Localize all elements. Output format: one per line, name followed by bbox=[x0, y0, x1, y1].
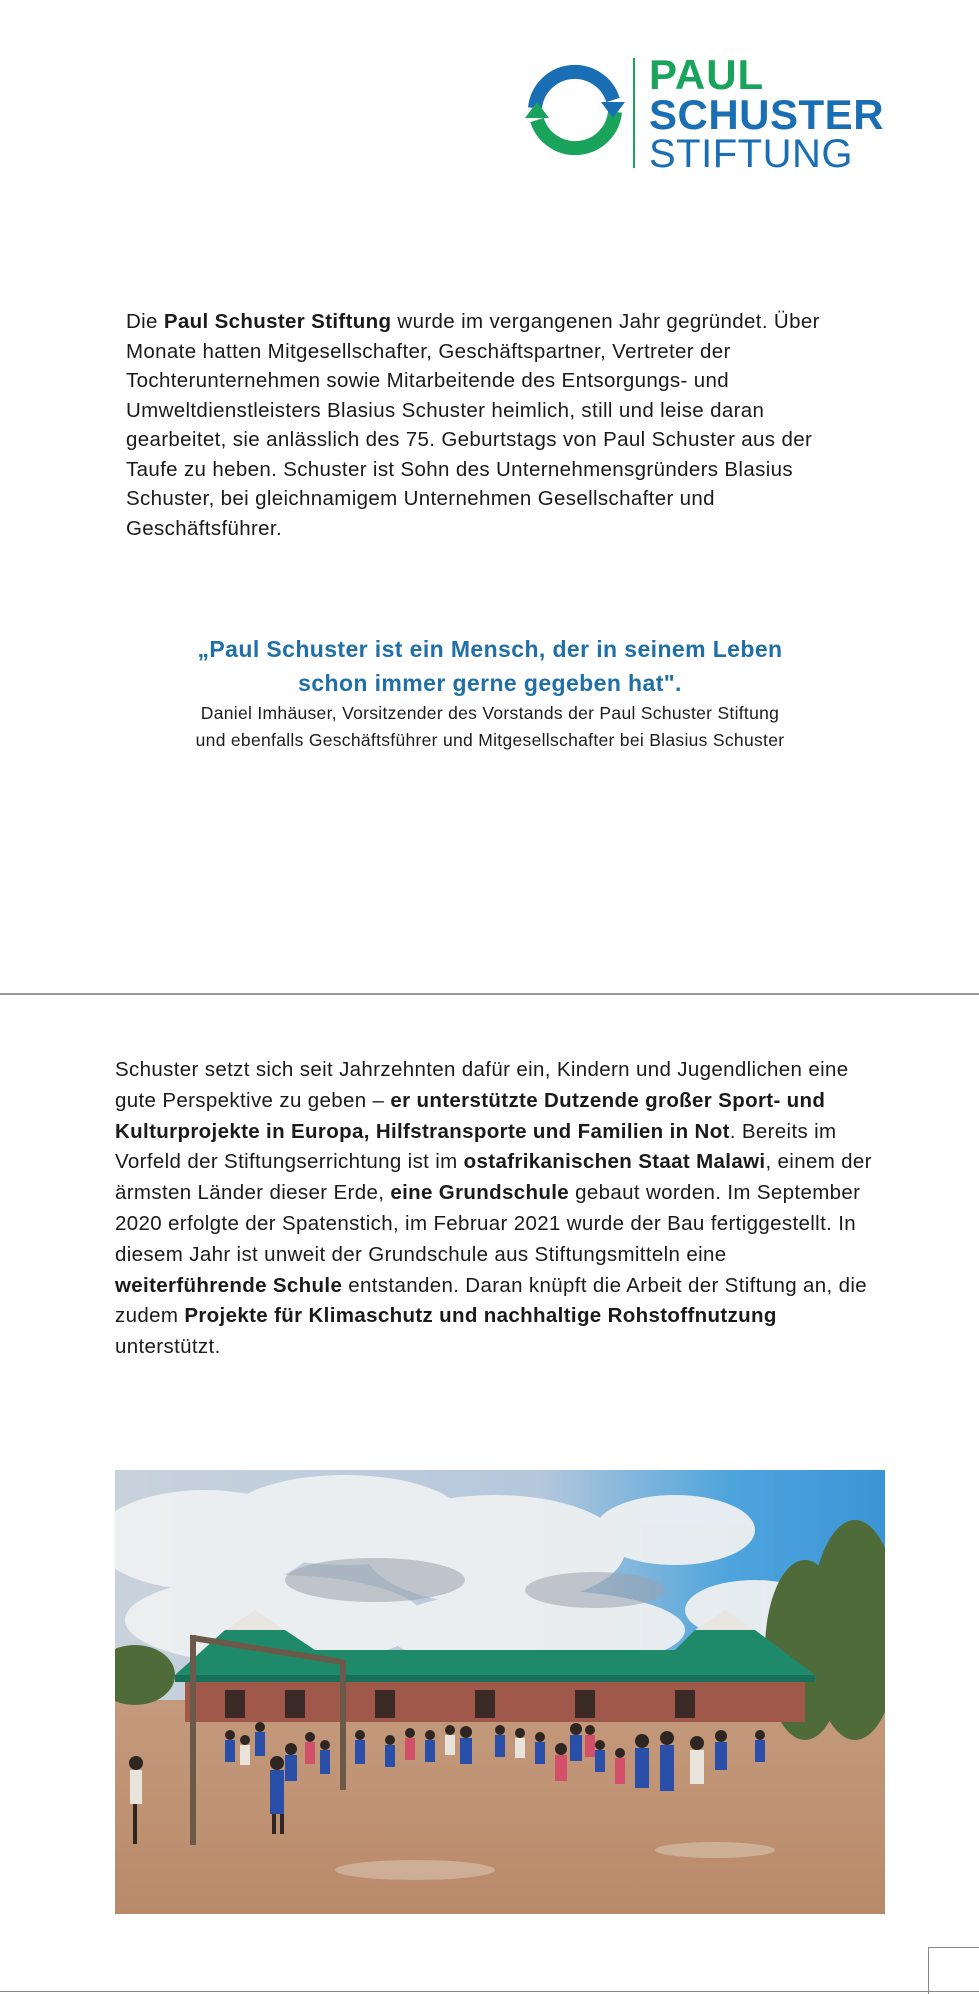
body-bold: er unterstützte Dutzende großer Sport- und Kulturprojekte in Europa, Hilfstransporte und Familien in Not bbox=[115, 1088, 826, 1143]
body-bold: ostafrikanischen Staat Malawi bbox=[463, 1150, 766, 1174]
body-bold: Projekte für Klimaschutz und nachhaltige Rohstoffnutzung bbox=[184, 1304, 777, 1328]
logo-word-schuster: SCHUSTER bbox=[649, 91, 885, 138]
logo-word-paul: PAUL bbox=[649, 51, 765, 98]
page-divider bbox=[0, 993, 979, 995]
intro-text: wurde im vergangenen Jahr gegründet. Über Monate hatten Mitgesellschafter, Geschäftspartner, Vertreter der Tochterunternehmen sowie Mitarbeitende des Entsorgungs- und Umweltdienstleisters Blasius Schuster heimlich, still und leise daran gearbeitet, sie anlässlich des 75. Geburtstags von Paul Schuster aus der Taufe zu heben. Schuster ist Sohn des Unternehmensgründers Blasius Schuster, bei gleichnamigem Unternehmen Gesellschafter und Geschäftsführer. bbox=[126, 310, 820, 540]
circular-arrows-icon bbox=[525, 60, 625, 160]
quote-line: schon immer gerne gegeben hat". bbox=[298, 670, 682, 696]
corner-box bbox=[928, 1947, 979, 1994]
quote-line: „Paul Schuster ist ein Mensch, der in seinem Leben bbox=[197, 636, 783, 662]
body-text: entstanden. Daran knüpft die Arbeit der Stiftung an, die zudem bbox=[115, 1273, 868, 1328]
intro-paragraph bbox=[126, 307, 866, 543]
intro-text: Die bbox=[126, 310, 164, 333]
attribution-line: und ebenfalls Geschäftsführer und Mitgesellschafter bei Blasius Schuster bbox=[195, 730, 785, 750]
attribution-line: Daniel Imhäuser, Vorsitzender des Vorstands der Paul Schuster Stiftung bbox=[200, 703, 780, 723]
logo-word-stiftung: STIFTUNG bbox=[649, 132, 853, 176]
body-text: gebaut worden. Im September 2020 erfolgte der Spatenstich, im Februar 2021 wurde der Bau fertiggestellt. In diesem Jahr ist unweit der Grundschule aus Stiftungsmitteln eine bbox=[115, 1181, 861, 1266]
body-bold: weiterführende Schule bbox=[115, 1273, 343, 1297]
body-text: . Bereits im Vorfeld der Stiftungserrichtung ist im bbox=[115, 1119, 837, 1174]
school-photo bbox=[115, 1470, 885, 1914]
body-paragraph bbox=[115, 1055, 875, 1363]
body-text: unterstützt. bbox=[115, 1335, 221, 1359]
logo-divider bbox=[633, 58, 635, 168]
intro-bold-foundation: Paul Schuster Stiftung bbox=[163, 310, 392, 333]
bottom-rule bbox=[0, 1991, 979, 1992]
body-bold: eine Grundschule bbox=[390, 1181, 570, 1205]
quote-attribution bbox=[100, 700, 880, 754]
body-text: Schuster setzt sich seit Jahrzehnten dafür ein, Kindern und Jugendlichen eine gute Perspektive zu geben – bbox=[115, 1058, 849, 1112]
foundation-logo bbox=[525, 51, 905, 176]
pull-quote bbox=[100, 632, 880, 700]
body-text: , einem der ärmsten Länder dieser Erde, bbox=[115, 1150, 872, 1205]
